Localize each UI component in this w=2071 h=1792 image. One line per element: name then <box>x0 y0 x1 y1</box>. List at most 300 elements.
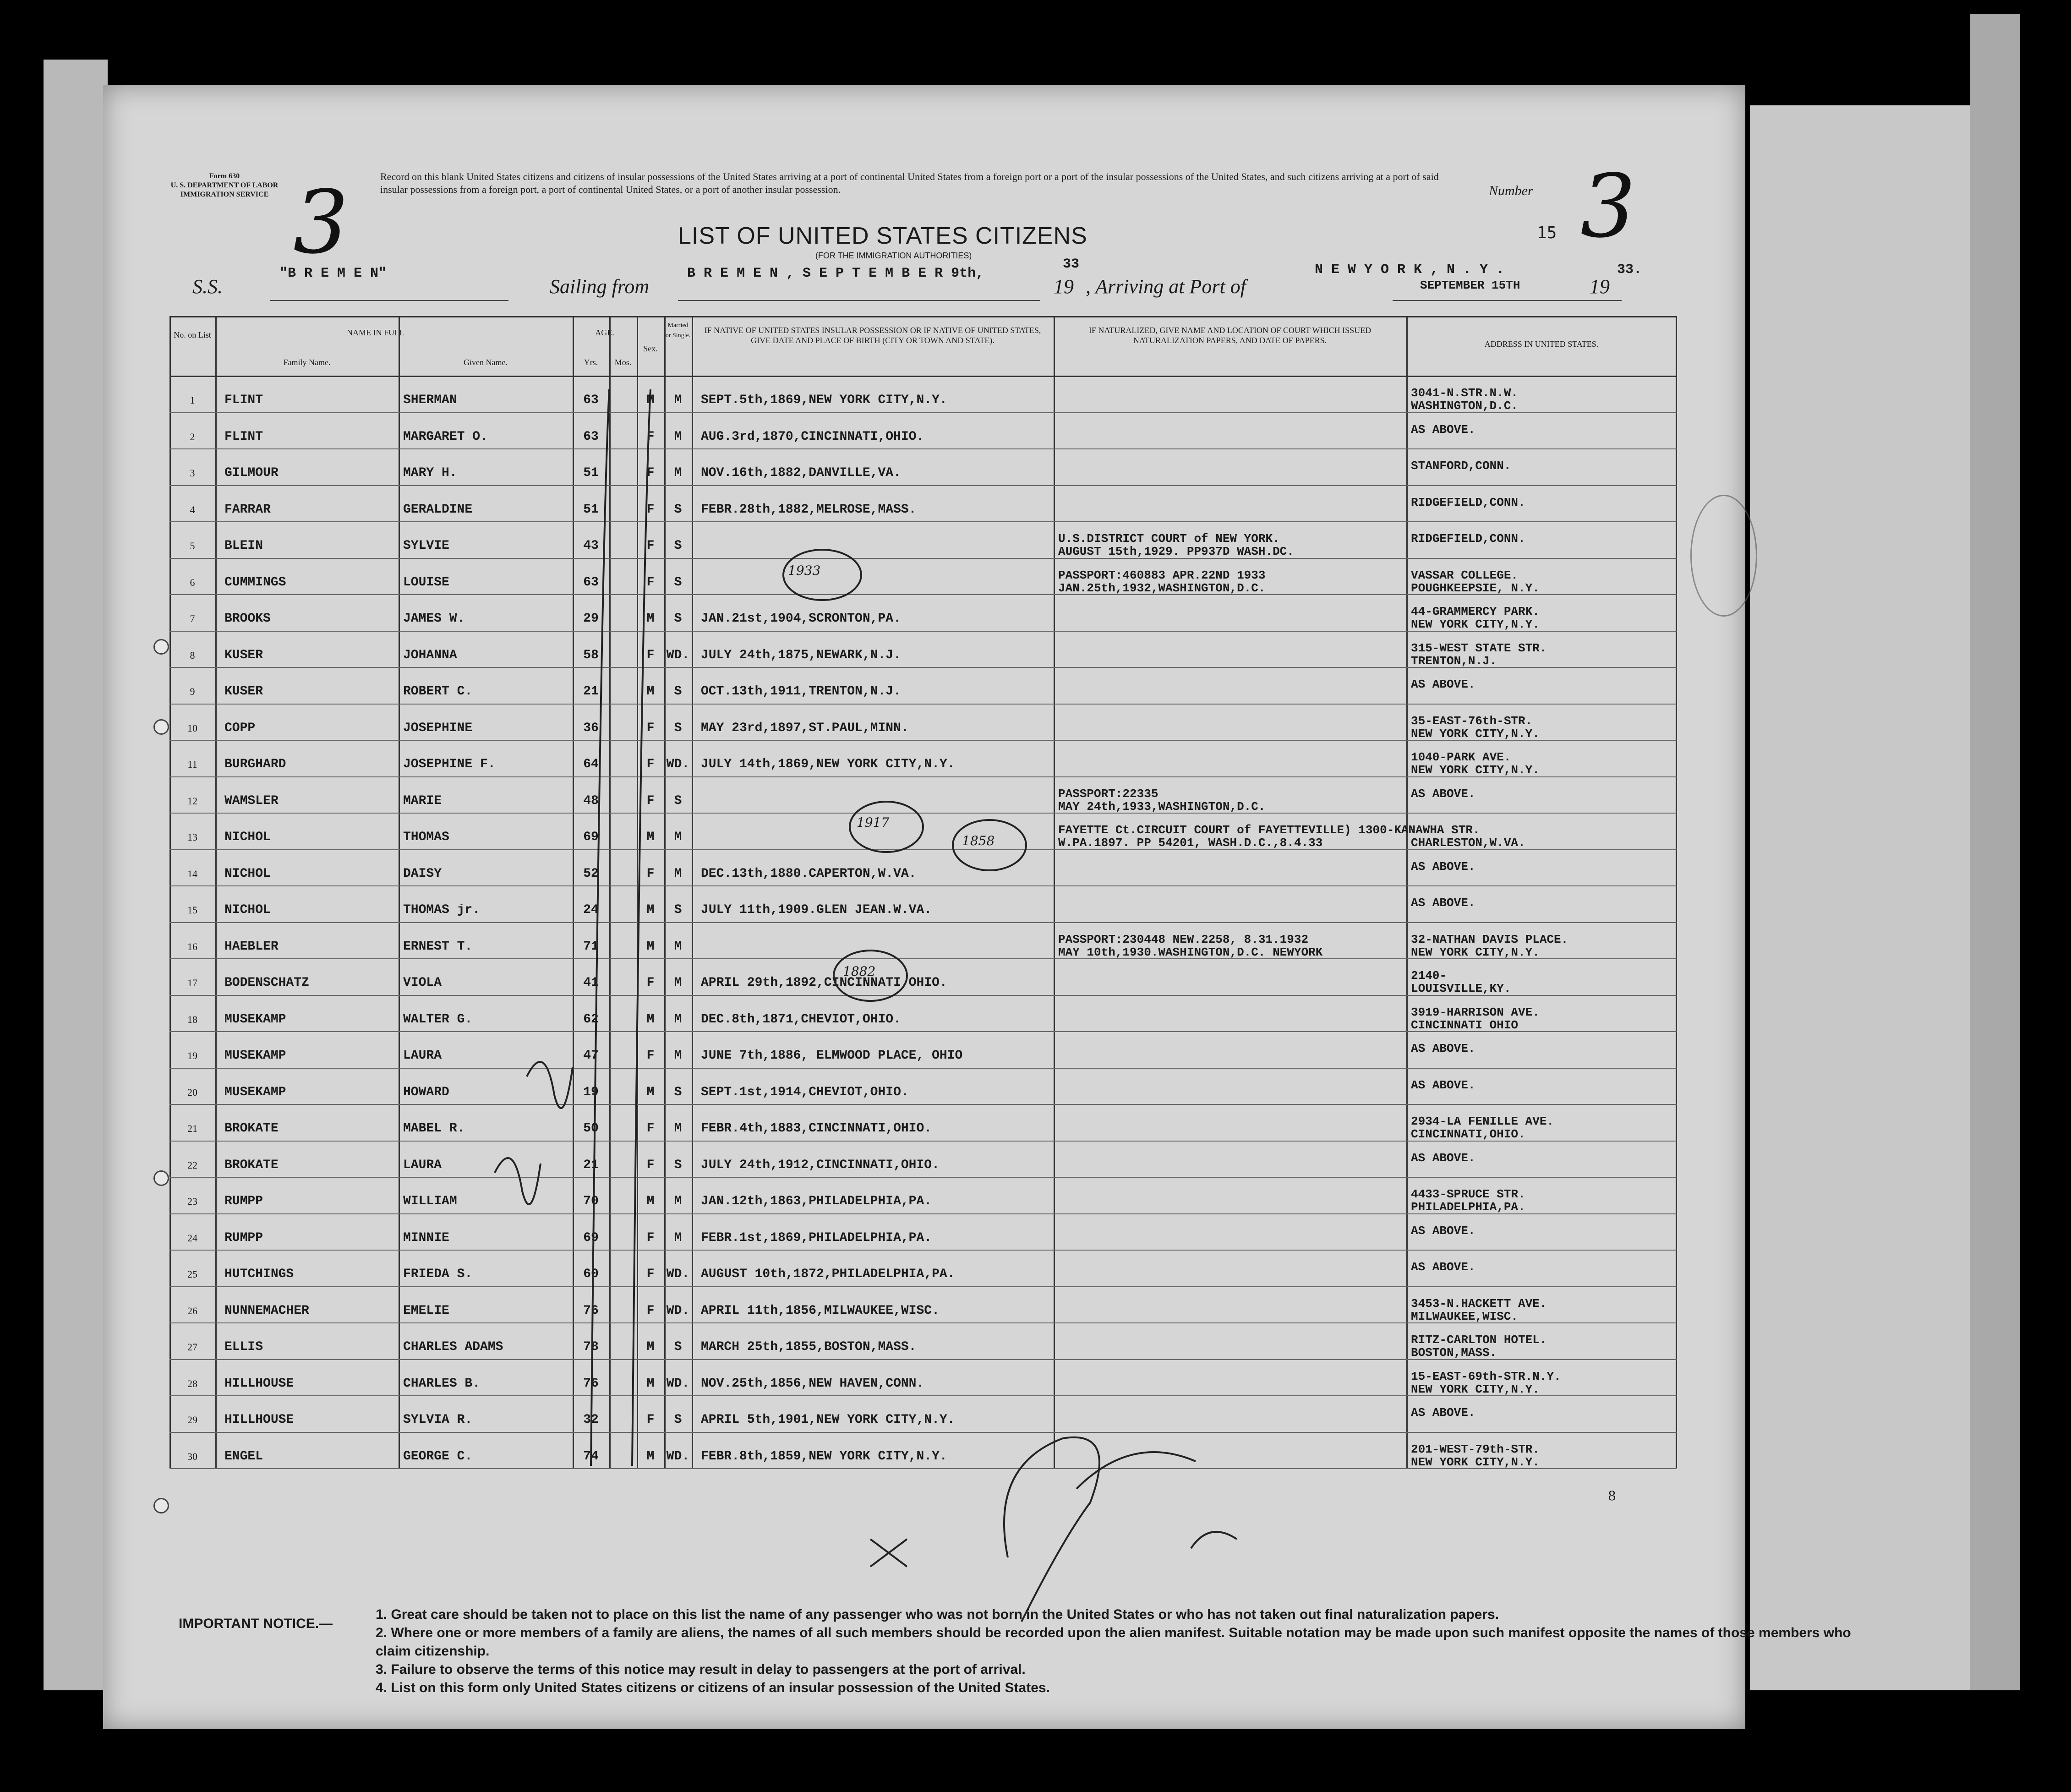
address-line-1: 315-WEST STATE STR. <box>1411 641 1547 655</box>
list-number: 10 <box>187 722 197 734</box>
family-name: CUMMINGS <box>224 575 286 590</box>
given-name: WILLIAM <box>403 1194 457 1208</box>
sex: F <box>646 466 655 480</box>
address-line-1: RIDGEFIELD,CONN. <box>1411 495 1525 509</box>
table-row <box>169 1286 1677 1323</box>
ss-label: S.S. <box>192 275 223 298</box>
table-row <box>169 958 1677 995</box>
given-name: VIOLA <box>403 976 442 990</box>
arriving-date: SEPTEMBER 15TH <box>1420 279 1520 292</box>
family-name: NUNNEMACHER <box>224 1303 309 1318</box>
age-years: 21 <box>583 1158 599 1172</box>
marital-status: S <box>674 1340 682 1354</box>
typed-page-number: 15 <box>1537 224 1557 242</box>
age-years: 62 <box>583 1012 599 1027</box>
marital-status: M <box>674 830 682 844</box>
list-title: LIST OF UNITED STATES CITIZENS <box>678 223 1087 249</box>
circled-note-text: 1882 <box>843 964 876 979</box>
naturalization-line-2: MAY 10th,1930.WASHINGTON,D.C. NEWYORK <box>1058 945 1323 959</box>
table-row <box>169 922 1677 959</box>
address-line-1: AS ABOVE. <box>1411 1260 1475 1274</box>
table-row <box>169 412 1677 449</box>
given-name: MARGARET O. <box>403 429 488 444</box>
age-years: 63 <box>583 429 599 444</box>
col-head-birth: IF NATIVE OF UNITED STATES INSULAR POSSESSION OR IF NATIVE OF UNITED STATES, GIVE DATE AND PLACE OF BIRTH (CITY OR TOWN AND STATE). <box>704 326 1041 345</box>
address-line-2: NEW YORK CITY,N.Y. <box>1411 1382 1540 1396</box>
list-number: 23 <box>187 1196 197 1207</box>
book-edge-right <box>1970 14 2020 1690</box>
table-row <box>169 631 1677 667</box>
form-header <box>156 172 293 199</box>
notice-item: 2. Where one or more members of a family are aliens, the names of all such members should be recorded upon the alien manifest. Suitable notation may be made upon such manifest opposite the names of those members who claim citizenship. <box>376 1625 1851 1659</box>
age-years: 36 <box>583 721 599 735</box>
sex: F <box>646 1049 655 1063</box>
address-line-1: 32-NATHAN DAVIS PLACE. <box>1411 932 1568 946</box>
sex: M <box>646 1085 655 1099</box>
circled-note-text: 1858 <box>962 833 995 848</box>
marital-status: S <box>674 502 682 517</box>
address-line-2: CINCINNATI,OHIO. <box>1411 1127 1525 1141</box>
birth-date-place: NOV.16th,1882,DANVILLE,VA. <box>701 466 901 480</box>
sex: M <box>646 1340 655 1354</box>
birth-date-place: SEPT.1st,1914,CHEVIOT,OHIO. <box>701 1085 909 1099</box>
marital-status: M <box>674 976 682 990</box>
table-row <box>169 995 1677 1032</box>
adjacent-page-left <box>44 60 108 1690</box>
sex: F <box>646 539 655 553</box>
table-row <box>169 376 1677 412</box>
marital-status: M <box>674 466 682 480</box>
given-name: ROBERT C. <box>403 684 473 699</box>
col-head-naturalized: IF NATURALIZED, GIVE NAME AND LOCATION OF COURT WHICH ISSUED NATURALIZATION PAPERS, AND DATE OF PAPERS. <box>1088 326 1372 345</box>
given-name: MINNIE <box>403 1230 449 1245</box>
marital-status: M <box>674 1049 682 1063</box>
sex: M <box>646 903 655 917</box>
given-name: THOMAS jr. <box>403 903 481 917</box>
list-number: 13 <box>187 831 197 843</box>
birth-date-place: DEC.8th,1871,CHEVIOT,OHIO. <box>701 1012 901 1027</box>
table-row <box>169 1104 1677 1141</box>
marital-status: M <box>674 939 682 954</box>
sailing-underline <box>678 300 1040 301</box>
table-row <box>169 1250 1677 1286</box>
age-years: 63 <box>583 575 599 590</box>
handwritten-list-number: 3 <box>293 172 349 273</box>
given-name: JAMES W. <box>403 612 465 626</box>
age-years: 64 <box>583 757 599 771</box>
given-name: DAISY <box>403 866 442 881</box>
family-name: WAMSLER <box>224 793 279 808</box>
given-name: MARIE <box>403 793 442 808</box>
family-name: HILLHOUSE <box>224 1413 294 1427</box>
birth-date-place: JULY 14th,1869,NEW YORK CITY,N.Y. <box>701 757 955 771</box>
address-line-1: 2934-LA FENILLE AVE. <box>1411 1115 1554 1128</box>
table-row <box>169 740 1677 776</box>
age-years: 78 <box>583 1340 599 1354</box>
address-line-1: 4433-SPRUCE STR. <box>1411 1187 1525 1201</box>
address-line-2: WASHINGTON,D.C. <box>1411 399 1519 413</box>
table-row <box>169 849 1677 886</box>
family-name: HAEBLER <box>224 939 279 954</box>
family-name: FLINT <box>224 393 263 407</box>
family-name: MUSEKAMP <box>224 1049 286 1063</box>
notice-item: 3. Failure to observe the terms of this notice may result in delay to passengers at the port of arrival. <box>376 1662 1026 1677</box>
sex: F <box>646 1413 655 1427</box>
col-head-sex: Sex. <box>643 344 658 353</box>
naturalization-line-1: PASSPORT:22335 <box>1058 787 1158 801</box>
address-line-2: BOSTON,MASS. <box>1411 1346 1497 1360</box>
table-row <box>169 1141 1677 1177</box>
age-years: 21 <box>583 684 599 699</box>
notice-label: IMPORTANT NOTICE.— <box>179 1616 333 1631</box>
sex: F <box>646 575 655 590</box>
age-years: 41 <box>583 976 599 990</box>
list-number: 2 <box>190 431 195 443</box>
birth-date-place: JULY 24th,1875,NEWARK,N.J. <box>701 648 901 662</box>
age-years: 32 <box>583 1413 599 1427</box>
notice-item: 4. List on this form only United States citizens or citizens of an insular possession of the United States. <box>376 1680 1050 1695</box>
age-years: 29 <box>583 612 599 626</box>
birth-date-place: APRIL 11th,1856,MILWAUKEE,WISC. <box>701 1303 940 1318</box>
list-number: 4 <box>190 503 195 515</box>
age-years: 50 <box>583 1121 599 1136</box>
marital-status: S <box>674 575 682 590</box>
address-line-1: 3919-HARRISON AVE. <box>1411 1005 1540 1019</box>
given-name: SYLVIE <box>403 539 449 553</box>
address-line-1: AS ABOVE. <box>1411 1151 1475 1165</box>
header-top-rule <box>169 316 1677 317</box>
table-row <box>169 776 1677 813</box>
family-name: RUMPP <box>224 1194 263 1208</box>
given-name: JOSEPHINE <box>403 721 473 735</box>
list-number: 26 <box>187 1305 197 1317</box>
table-row <box>169 1359 1677 1396</box>
birth-date-place: APRIL 5th,1901,NEW YORK CITY,N.Y. <box>701 1413 955 1427</box>
family-name: BROKATE <box>224 1158 279 1172</box>
marital-status: S <box>674 612 682 626</box>
given-name: ERNEST T. <box>403 939 473 954</box>
address-line-1: RITZ-CARLTON HOTEL. <box>1411 1333 1547 1347</box>
sailing-label: Sailing from <box>550 275 650 298</box>
given-name: SHERMAN <box>403 393 457 407</box>
col-head-mos: Mos. <box>614 358 632 367</box>
naturalization-line-2: MAY 24th,1933,WASHINGTON,D.C. <box>1058 799 1266 814</box>
naturalization-line-2: AUGUST 15th,1929. PP937D WASH.DC. <box>1058 545 1294 558</box>
arriving-label: , Arriving at Port of <box>1086 275 1246 298</box>
family-name: HUTCHINGS <box>224 1267 294 1281</box>
ship-name: "B R E M E N" <box>279 266 387 281</box>
age-years: 43 <box>583 539 599 553</box>
table-row <box>169 594 1677 631</box>
birth-date-place: SEPT.5th,1869,NEW YORK CITY,N.Y. <box>701 393 947 407</box>
official-stamp <box>1690 495 1757 617</box>
given-name: FRIEDA S. <box>403 1267 473 1281</box>
table-row <box>169 1432 1677 1469</box>
address-line-2: NEW YORK CITY,N.Y. <box>1411 945 1540 959</box>
handwritten-sheet-number: 3 <box>1580 156 1636 257</box>
address-line-2: TRENTON,N.J. <box>1411 654 1497 668</box>
address-line-1: AS ABOVE. <box>1411 1224 1475 1238</box>
list-subtitle: (FOR THE IMMIGRATION AUTHORITIES) <box>815 251 972 260</box>
list-number: 3 <box>190 467 195 479</box>
table-row <box>169 667 1677 704</box>
address-line-2: POUGHKEEPSIE, N.Y. <box>1411 581 1540 595</box>
age-years: 24 <box>583 903 599 917</box>
age-years: 52 <box>583 866 599 881</box>
sex: M <box>646 612 655 626</box>
marital-status: M <box>674 1230 682 1245</box>
marital-status: WD. <box>666 648 690 662</box>
birth-date-place: NOV.25th,1856,NEW HAVEN,CONN. <box>701 1376 924 1391</box>
list-number: 18 <box>187 1013 197 1025</box>
birth-date-place: FEBR.28th,1882,MELROSE,MASS. <box>701 502 917 517</box>
family-name: HILLHOUSE <box>224 1376 294 1391</box>
naturalization-line-1: U.S.DISTRICT COURT of NEW YORK. <box>1058 532 1280 546</box>
family-name: MUSEKAMP <box>224 1012 286 1027</box>
birth-date-place: JAN.21st,1904,SCRONTON,PA. <box>701 612 901 626</box>
age-years: 76 <box>583 1303 599 1318</box>
marital-status: WD. <box>666 757 690 771</box>
address-line-1: 1040-PARK AVE. <box>1411 750 1511 764</box>
marital-status: M <box>674 429 682 444</box>
marital-status: WD. <box>666 1376 690 1391</box>
address-line-2: PHILADELPHIA,PA. <box>1411 1200 1525 1214</box>
birth-date-place: MAY 23rd,1897,ST.PAUL,MINN. <box>701 721 909 735</box>
age-years: 19 <box>583 1085 599 1099</box>
given-name: LOUISE <box>403 575 449 590</box>
adjacent-page-right <box>1750 105 2006 1690</box>
family-name: BODENSCHATZ <box>224 976 309 990</box>
address-line-1: AS ABOVE. <box>1411 677 1475 691</box>
address-line-1: AS ABOVE. <box>1411 896 1475 910</box>
col-head-address: ADDRESS IN UNITED STATES. <box>1484 339 1599 349</box>
address-line-1: AS ABOVE. <box>1411 1406 1475 1420</box>
col-head-yrs: Yrs. <box>584 358 598 367</box>
record-instructions: Record on this blank United States citizens and citizens of insular possessions of the United States arriving at a port of continental United States from a foreign port or a port of the insular possessions of the United States, and such citizens arriving at a port of said insular possessions from a foreign port, a port of continental United States, or a port of another insular possession. <box>380 171 1439 195</box>
age-years: 48 <box>583 793 599 808</box>
family-name: COPP <box>224 721 256 735</box>
address-line-1: 35-EAST-76th-STR. <box>1411 714 1533 728</box>
family-name: NICHOL <box>224 903 271 917</box>
form-department: U. S. DEPARTMENT OF LABOR <box>170 181 279 189</box>
year-value-2: 33. <box>1617 262 1642 278</box>
birth-date-place: DEC.13th,1880.CAPERTON,W.VA. <box>701 866 917 881</box>
sex: F <box>646 429 655 444</box>
family-name: FLINT <box>224 429 263 444</box>
sex: F <box>646 721 655 735</box>
list-number: 29 <box>187 1414 197 1426</box>
birth-date-place: JULY 11th,1909.GLEN JEAN.W.VA. <box>701 903 932 917</box>
address-line-2: NEW YORK CITY,N.Y. <box>1411 727 1540 741</box>
given-name: WALTER G. <box>403 1012 473 1027</box>
col-head-no: No. on List <box>174 330 211 339</box>
ship-underline <box>270 300 508 301</box>
table-row <box>169 1322 1677 1359</box>
address-line-2: LOUISVILLE,KY. <box>1411 982 1511 995</box>
naturalization-line-2: JAN.25th,1932,WASHINGTON,D.C. <box>1058 581 1266 595</box>
marital-status: M <box>674 393 682 407</box>
birth-date-place: FEBR.4th,1883,CINCINNATI,OHIO. <box>701 1121 932 1136</box>
given-name: HOWARD <box>403 1085 449 1099</box>
family-name: NICHOL <box>224 866 271 881</box>
year-label-1: 19 <box>1054 275 1074 298</box>
number-label: Number <box>1489 183 1533 198</box>
list-number: 16 <box>187 940 197 952</box>
given-name: GEORGE C. <box>403 1449 473 1464</box>
sex: F <box>646 793 655 808</box>
family-name: BROKATE <box>224 1121 279 1136</box>
age-years: 51 <box>583 502 599 517</box>
address-line-1: 15-EAST-69th-STR.N.Y. <box>1411 1369 1561 1383</box>
sex: M <box>646 1449 655 1464</box>
age-years: 71 <box>583 939 599 954</box>
marital-status: S <box>674 1085 682 1099</box>
table-row <box>169 1031 1677 1068</box>
marital-status: WD. <box>666 1449 690 1464</box>
marital-status: S <box>674 1413 682 1427</box>
marital-status: M <box>674 866 682 881</box>
family-name: BURGHARD <box>224 757 286 771</box>
col-head-married: Married or Single. <box>665 322 691 339</box>
sex: F <box>646 757 655 771</box>
sex: F <box>646 502 655 517</box>
given-name: JOSEPHINE F. <box>403 757 496 771</box>
marital-status: M <box>674 1121 682 1136</box>
list-number: 24 <box>187 1232 197 1244</box>
address-line-1: 2140- <box>1411 969 1447 983</box>
list-number: 25 <box>187 1268 197 1280</box>
sex: F <box>646 648 655 662</box>
birth-date-place: JAN.12th,1863,PHILADELPHIA,PA. <box>701 1194 932 1208</box>
table-row <box>169 558 1677 595</box>
family-name: NICHOL <box>224 830 271 844</box>
given-name: SYLVIA R. <box>403 1413 473 1427</box>
sailing-from-value: B R E M E N , S E P T E M B E R 9th, <box>687 266 984 281</box>
table-row <box>169 1177 1677 1213</box>
given-name: EMELIE <box>403 1303 449 1318</box>
sex: M <box>646 1012 655 1027</box>
sex: M <box>646 684 655 699</box>
birth-date-place: AUG.3rd,1870,CINCINNATI,OHIO. <box>701 429 924 444</box>
family-name: ELLIS <box>224 1340 263 1354</box>
address-line-1: 201-WEST-79th-STR. <box>1411 1442 1540 1456</box>
given-name: CHARLES B. <box>403 1376 481 1391</box>
sex: F <box>646 1230 655 1245</box>
marital-status: S <box>674 721 682 735</box>
col-head-name-in-full: NAME IN FULL <box>347 328 404 337</box>
list-number: 15 <box>187 904 197 916</box>
sex: M <box>646 830 655 844</box>
list-number: 5 <box>190 540 195 552</box>
birth-date-place: APRIL 29th,1892,CINCINNATI,OHIO. <box>701 976 947 990</box>
sex: F <box>646 1267 655 1281</box>
table-row <box>169 1068 1677 1104</box>
binding-hole <box>153 639 169 655</box>
family-name: GILMOUR <box>224 466 279 480</box>
list-number: 30 <box>187 1450 197 1462</box>
age-years: 74 <box>583 1449 599 1464</box>
marital-status: S <box>674 684 682 699</box>
address-line-1: VASSAR COLLEGE. <box>1411 568 1519 582</box>
address-line-1: 44-GRAMMERCY PARK. <box>1411 605 1540 618</box>
sex: M <box>646 1194 655 1208</box>
address-line-2: NEW YORK CITY,N.Y. <box>1411 617 1540 631</box>
sex: F <box>646 866 655 881</box>
age-years: 51 <box>583 466 599 480</box>
birth-date-place: FEBR.1st,1869,PHILADELPHIA,PA. <box>701 1230 932 1245</box>
notice-list <box>376 1606 1855 1697</box>
family-name: FARRAR <box>224 502 271 517</box>
col-head-age: AGE. <box>595 328 614 337</box>
age-years: 70 <box>583 1194 599 1208</box>
table-row <box>169 521 1677 558</box>
year-label-2: 19 <box>1590 275 1610 298</box>
list-number: 8 <box>190 649 195 661</box>
birth-date-place: MARCH 25th,1855,BOSTON,MASS. <box>701 1340 917 1354</box>
list-number: 27 <box>187 1341 197 1353</box>
list-number: 9 <box>190 686 195 697</box>
binding-hole <box>153 719 169 735</box>
family-name: RUMPP <box>224 1230 263 1245</box>
naturalization-line-1: FAYETTE Ct.CIRCUIT COURT of FAYETTEVILLE) 1300-KANAWHA STR. <box>1058 823 1480 837</box>
given-name: LAURA <box>403 1049 442 1063</box>
list-number: 17 <box>187 977 197 989</box>
family-name: KUSER <box>224 648 263 662</box>
age-years: 47 <box>583 1049 599 1063</box>
form-service: IMMIGRATION SERVICE <box>180 191 269 198</box>
address-line-1: STANFORD,CONN. <box>1411 459 1511 473</box>
given-name: CHARLES ADAMS <box>403 1340 503 1354</box>
naturalization-line-2: W.PA.1897. PP 54201, WASH.D.C.,8.4.33 <box>1058 836 1323 850</box>
given-name: LAURA <box>403 1158 442 1172</box>
age-years: 60 <box>583 1267 599 1281</box>
col-head-family-name: Family Name. <box>283 358 331 367</box>
address-line-1: 3041-N.STR.N.W. <box>1411 386 1519 400</box>
marital-status: S <box>674 793 682 808</box>
given-name: THOMAS <box>403 830 449 844</box>
given-name: MABEL R. <box>403 1121 465 1136</box>
address-line-1: AS ABOVE. <box>1411 1042 1475 1055</box>
age-years: 63 <box>583 393 599 407</box>
notice-item: 1. Great care should be taken not to place on this list the name of any passenger who was not born in the United States or who has not taken out final naturalization papers. <box>376 1607 1499 1622</box>
list-number: 14 <box>187 868 197 880</box>
page-mark: 8 <box>1608 1488 1616 1503</box>
year-value-1: 33 <box>1063 257 1080 272</box>
table-row <box>169 813 1677 849</box>
list-number: 20 <box>187 1086 197 1098</box>
address-line-1: AS ABOVE. <box>1411 1078 1475 1092</box>
birth-date-place: FEBR.8th,1859,NEW YORK CITY,N.Y. <box>701 1449 947 1464</box>
birth-date-place: OCT.13th,1911,TRENTON,N.J. <box>701 684 901 699</box>
address-line-2: MILWAUKEE,WISC. <box>1411 1309 1519 1323</box>
given-name: MARY H. <box>403 466 457 480</box>
table-row <box>169 885 1677 922</box>
marital-status: S <box>674 1158 682 1172</box>
address-line-2: NEW YORK CITY,N.Y. <box>1411 763 1540 777</box>
marital-status: S <box>674 539 682 553</box>
marital-status: S <box>674 903 682 917</box>
arriving-port: N E W Y O R K , N . Y . <box>1315 262 1505 278</box>
marital-status: M <box>674 1012 682 1027</box>
list-number: 11 <box>187 759 197 770</box>
age-years: 76 <box>583 1376 599 1391</box>
address-line-1: 3453-N.HACKETT AVE. <box>1411 1296 1547 1311</box>
table-row <box>169 485 1677 522</box>
table-row <box>169 1395 1677 1432</box>
address-line-2: NEW YORK CITY,N.Y. <box>1411 1455 1540 1469</box>
given-name: GERALDINE <box>403 502 473 517</box>
list-number: 7 <box>190 613 195 624</box>
